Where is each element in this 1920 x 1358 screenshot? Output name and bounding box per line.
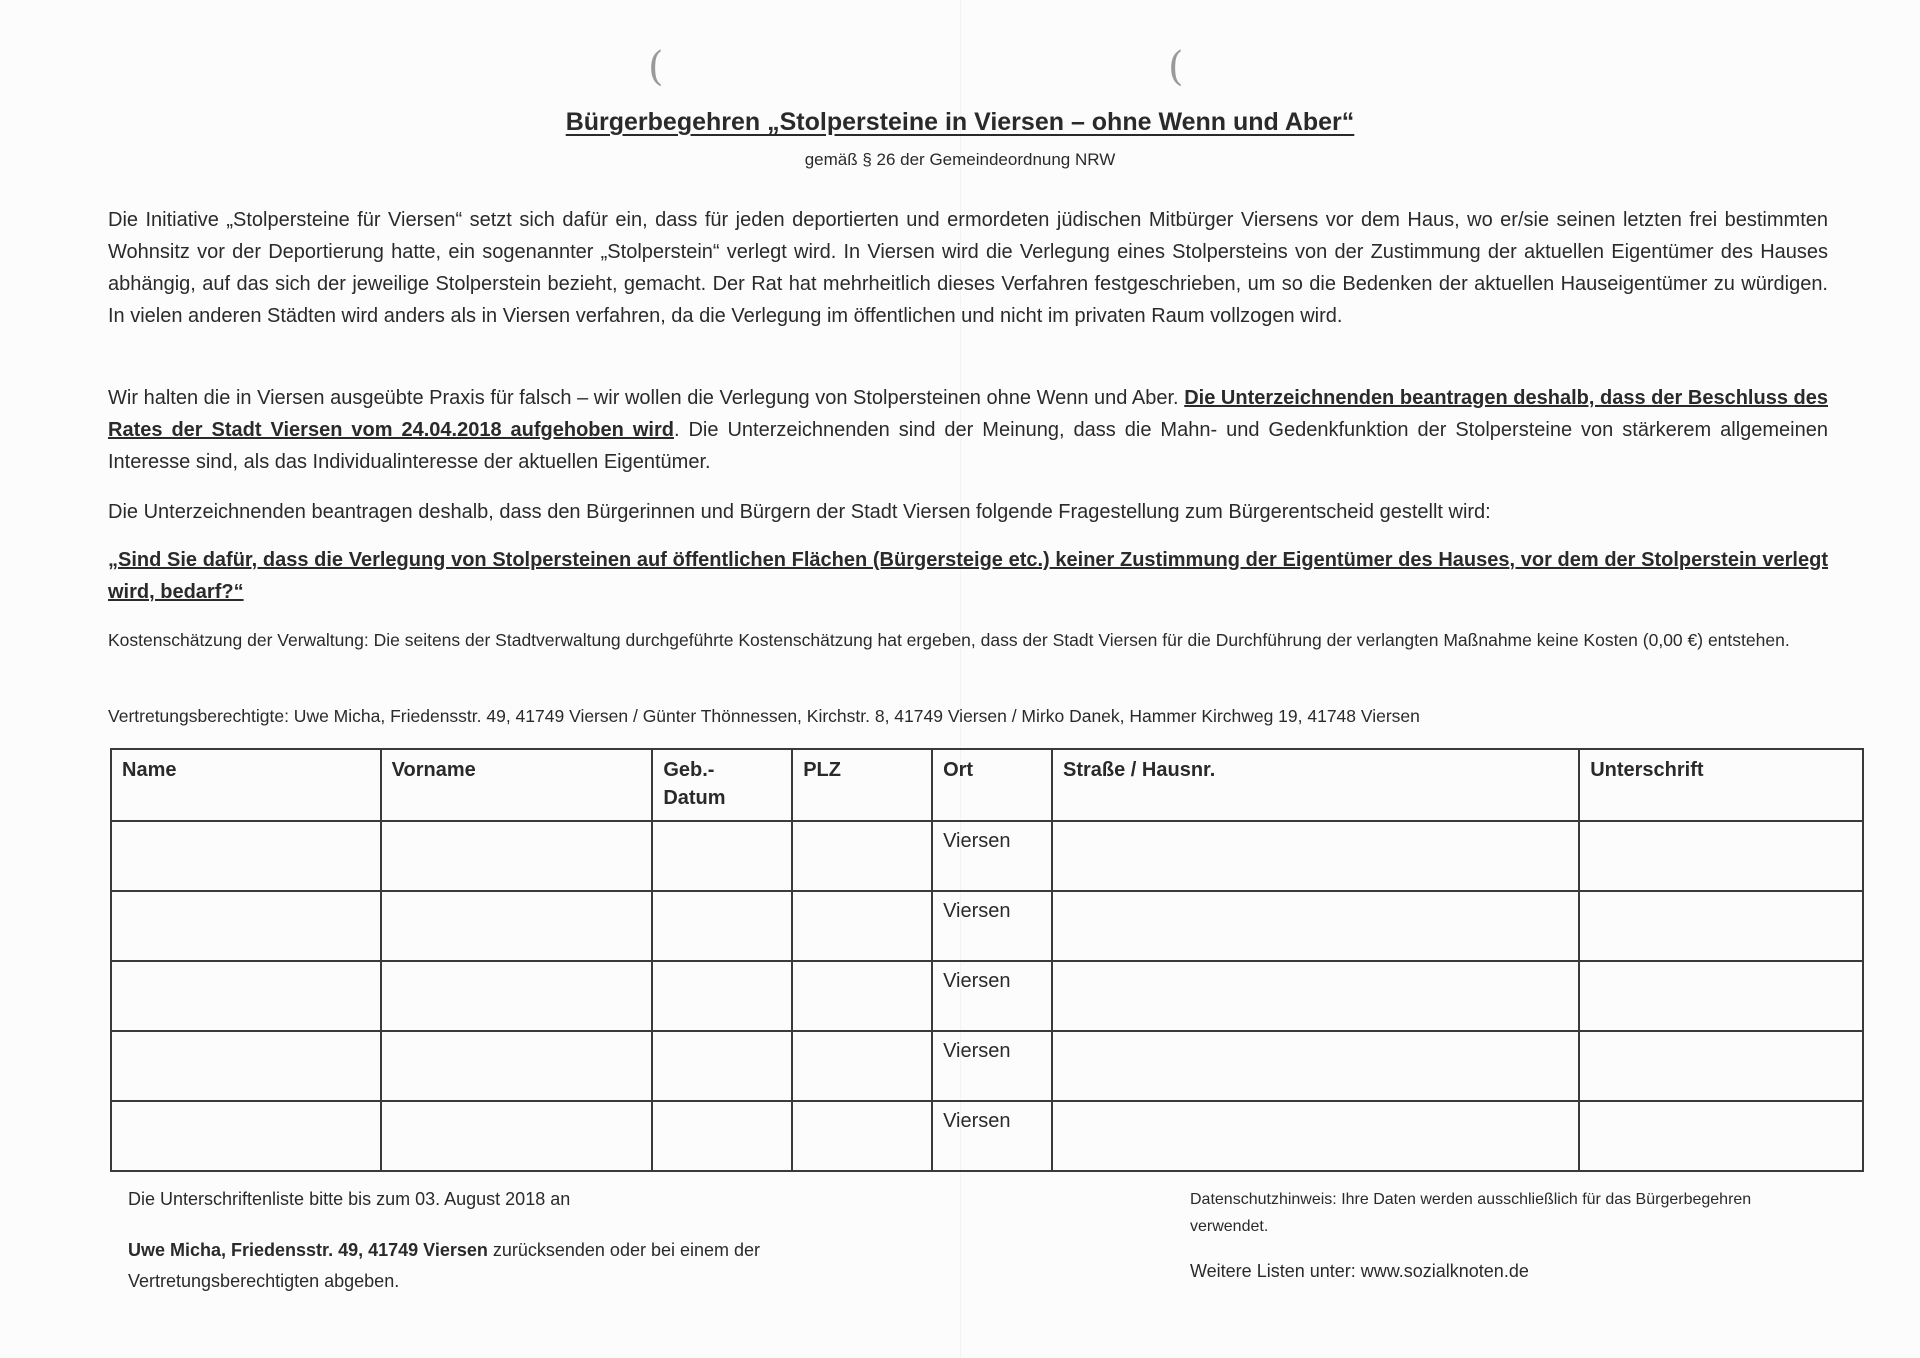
cell-ort: Viersen <box>932 1031 1052 1101</box>
cell-unterschrift[interactable] <box>1579 891 1863 961</box>
intro-paragraph: Die Initiative „Stolpersteine für Viersen“ setzt sich dafür ein, dass für jeden deportierten und ermordeten jüdischen Mitbürger Viersens vor dem Haus, wo er/sie seinen letzten frei bestimmten Wohnsitz vor der Deportierung hatte, ein sogenannter „Stolperstein“ verlegt wird. In Viersen wird die Verlegung eines Stolpersteins von der Zustimmung der aktuellen Eigentümer des Hauses abhängig, auf das sich der jeweilige Stolperstein bezieht, gemacht. Der Rat hat mehrheitlich dieses Verfahren festgeschrieben, um so die Bedenken der aktuellen Hauseigentümer zu würdigen. In vielen anderen Städten wird anders als in Viersen verfahren, da die Verlegung im öffentlichen und nicht im privaten Raum vollzogen wird. <box>108 209 1828 327</box>
representatives: Vertretungsberechtigte: Uwe Micha, Friedensstr. 49, 41749 Viersen / Günter Thönnessen, Kirchstr. 8, 41749 Viersen / Mirko Danek, Hammer Kirchweg 19, 41748 Viersen <box>108 706 1420 726</box>
position-request: Die Unterzeichnenden beantragen deshalb, dass der Beschluss des Rates der Stadt Viersen vom 24.04.2018 aufgehoben wird <box>108 387 1828 441</box>
return-instructions <box>128 1184 768 1297</box>
referendum-question: „Sind Sie dafür, dass die Verlegung von Stolpersteinen auf öffentlichen Flächen (Bürgersteige etc.) keiner Zustimmung der Eigentümer des Hauses, vor dem der Stolperstein verlegt wird, bedarf?“ <box>108 549 1828 603</box>
column-header-plz: PLZ <box>792 749 932 821</box>
table-row <box>111 891 1863 961</box>
cell-vorname[interactable] <box>381 1031 653 1101</box>
document-title: Bürgerbegehren „Stolpersteine in Viersen – ohne Wenn und Aber“ <box>565 108 1355 136</box>
cell-ort: Viersen <box>932 1101 1052 1171</box>
position-lead: Wir halten die in Viersen ausgeübte Praxis für falsch – wir wollen die Verlegung von Stolpersteinen ohne Wenn und Aber. <box>108 387 1185 409</box>
cell-vorname[interactable] <box>381 821 653 891</box>
column-header-unterschrift: Unterschrift <box>1579 749 1863 821</box>
cell-plz[interactable] <box>792 1101 932 1171</box>
punch-hole-mark-left: ( <box>648 44 664 90</box>
cell-strasse[interactable] <box>1052 1031 1579 1101</box>
cell-unterschrift[interactable] <box>1579 1101 1863 1171</box>
table-row <box>111 1101 1863 1171</box>
column-header-name: Name <box>111 749 381 821</box>
cell-strasse[interactable] <box>1052 891 1579 961</box>
cell-geb-datum[interactable] <box>652 961 792 1031</box>
cell-geb-datum[interactable] <box>652 1101 792 1171</box>
return-address-rest: zurücksenden oder bei einem der Vertretungsberechtigten abgeben. <box>128 1240 761 1291</box>
table-row <box>111 821 1863 891</box>
cell-unterschrift[interactable] <box>1579 961 1863 1031</box>
cell-vorname[interactable] <box>381 1101 653 1171</box>
cell-plz[interactable] <box>792 891 932 961</box>
cell-name[interactable] <box>111 961 381 1031</box>
return-address <box>128 1235 768 1297</box>
more-lists-link[interactable]: Weitere Listen unter: www.sozialknoten.de <box>1190 1261 1529 1281</box>
cell-name[interactable] <box>111 891 381 961</box>
column-header-ort: Ort <box>932 749 1052 821</box>
column-header-vorname: Vorname <box>381 749 653 821</box>
cell-geb-datum[interactable] <box>652 821 792 891</box>
document-subtitle: gemäß § 26 der Gemeindeordnung NRW <box>804 150 1116 169</box>
cell-plz[interactable] <box>792 961 932 1031</box>
cell-unterschrift[interactable] <box>1579 1031 1863 1101</box>
cell-plz[interactable] <box>792 1031 932 1101</box>
table-header-row <box>111 749 1863 821</box>
question-intro: Die Unterzeichnenden beantragen deshalb, dass den Bürgerinnen und Bürgern der Stadt Viersen folgende Fragestellung zum Bürgerentscheid gestellt wird: <box>108 501 1491 523</box>
column-header-geb-line1: Geb.- <box>663 759 715 781</box>
return-address-bold: Uwe Micha, Friedensstr. 49, 41749 Viersen <box>128 1240 488 1260</box>
cell-plz[interactable] <box>792 821 932 891</box>
position-paragraph <box>108 382 1828 478</box>
cell-geb-datum[interactable] <box>652 1031 792 1101</box>
column-header-strasse: Straße / Hausnr. <box>1052 749 1579 821</box>
cell-vorname[interactable] <box>381 891 653 961</box>
cell-ort: Viersen <box>932 961 1052 1031</box>
cell-unterschrift[interactable] <box>1579 821 1863 891</box>
cost-estimate: Kostenschätzung der Verwaltung: Die seitens der Stadtverwaltung durchgeführte Kostenschätzung hat ergeben, dass der Stadt Viersen für die Durchführung der verlangten Maßnahme keine Kosten (0,00 €) entstehen. <box>108 630 1790 650</box>
cell-geb-datum[interactable] <box>652 891 792 961</box>
column-header-geb-datum <box>652 749 792 821</box>
signature-table <box>110 748 1864 1172</box>
footer-notes <box>1190 1186 1830 1285</box>
cell-name[interactable] <box>111 1101 381 1171</box>
cell-name[interactable] <box>111 1031 381 1101</box>
punch-hole-mark-right: ( <box>1168 44 1184 90</box>
cell-ort: Viersen <box>932 891 1052 961</box>
table-row <box>111 1031 1863 1101</box>
cell-ort: Viersen <box>932 821 1052 891</box>
deadline-text: Die Unterschriftenliste bitte bis zum 03. August 2018 an <box>128 1189 571 1209</box>
table-row <box>111 961 1863 1031</box>
privacy-notice: Datenschutzhinweis: Ihre Daten werden ausschließlich für das Bürgerbegehren verwendet. <box>1190 1191 1752 1235</box>
cell-name[interactable] <box>111 821 381 891</box>
position-rest: . Die Unterzeichnenden sind der Meinung, dass die Mahn- und Gedenkfunktion der Stolpersteine von stärkerem allgemeinen Interesse sind, als das Individualinteresse der aktuellen Eigentümer. <box>108 419 1828 473</box>
cell-vorname[interactable] <box>381 961 653 1031</box>
cell-strasse[interactable] <box>1052 961 1579 1031</box>
cell-strasse[interactable] <box>1052 1101 1579 1171</box>
column-header-geb-line2: Datum <box>663 787 726 809</box>
cell-strasse[interactable] <box>1052 821 1579 891</box>
